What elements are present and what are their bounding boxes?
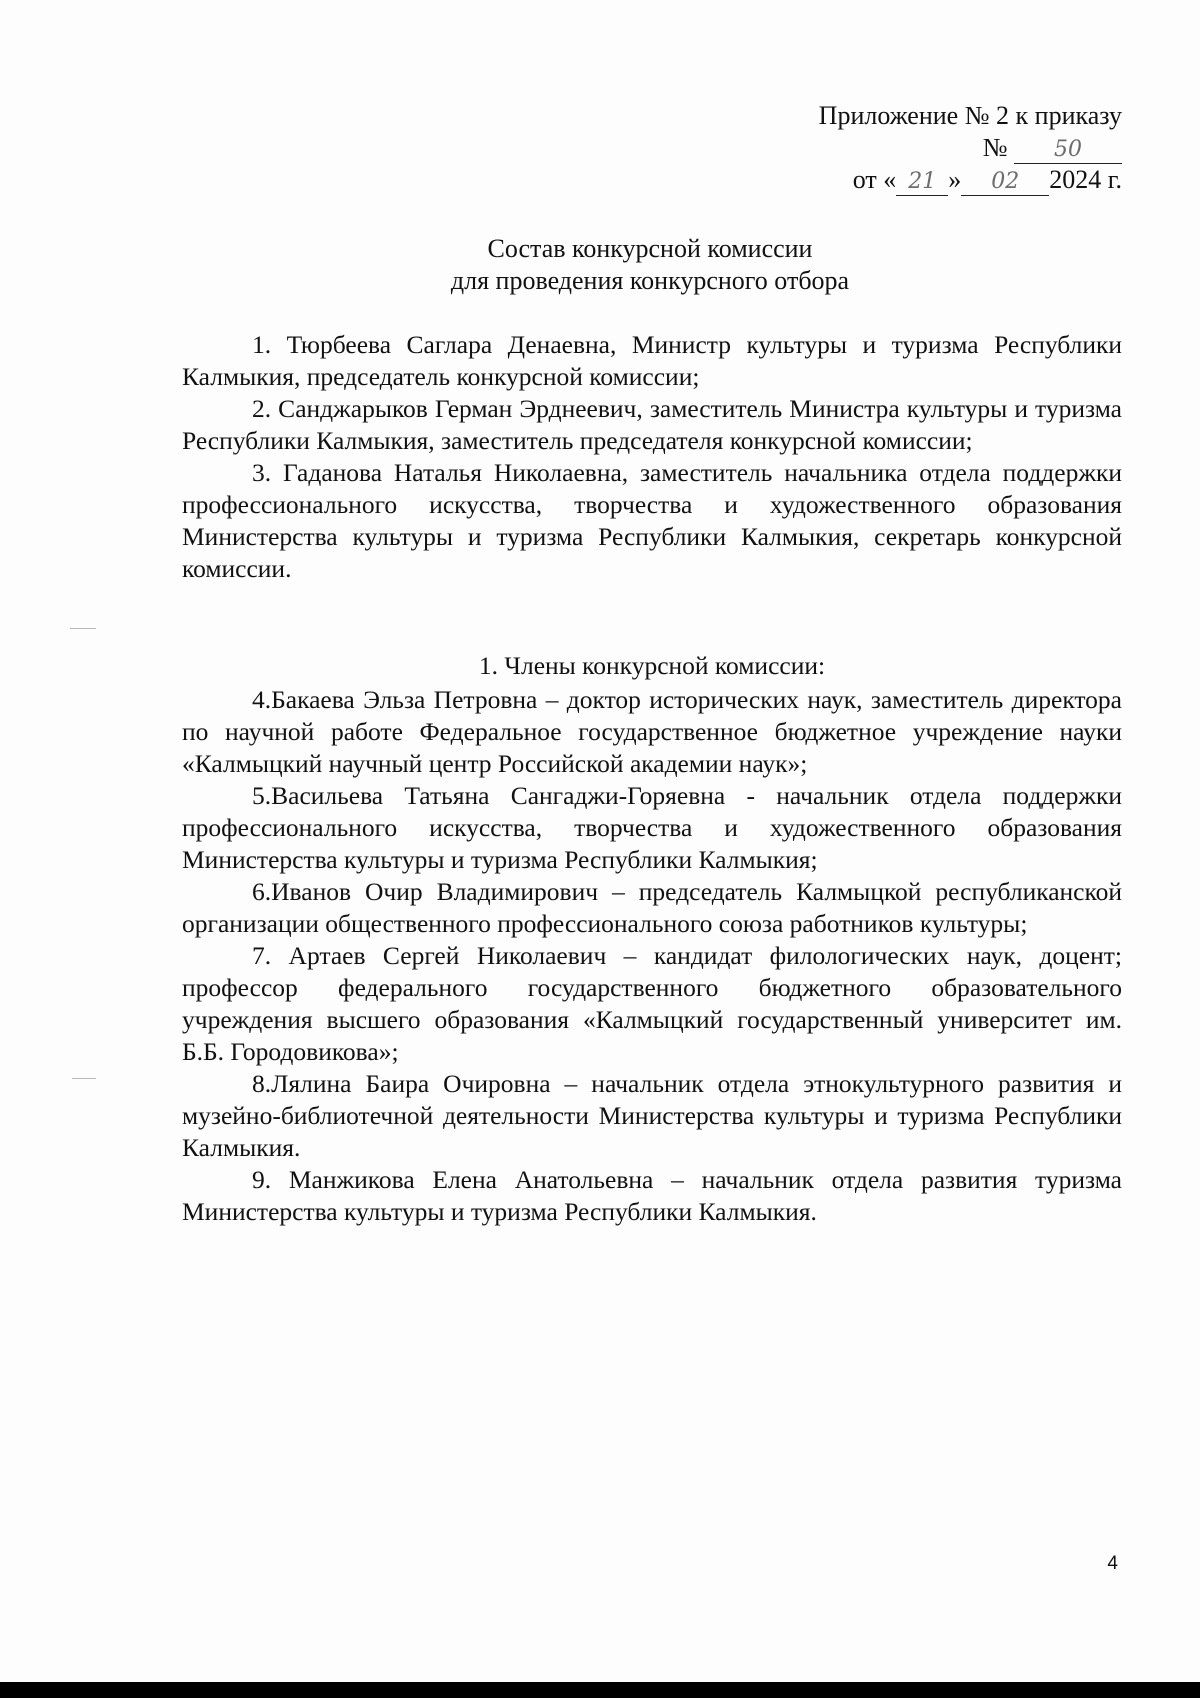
members-heading: 1. Члены конкурсной комиссии: (478, 651, 826, 680)
date-quote-close: » (948, 165, 962, 194)
list-item: 7. Артаев Сергей Николаевич – кандидат филологических наук, доцент; профессор федерального государственного бюджетного образовательного учреждения высшего образования «Калмыцкий государственный университет им. Б.Б. Городовикова»; (182, 941, 1122, 1066)
list-item: 8.Лялина Баира Очировна – начальник отдела этнокультурного развития и музейно-библиотечной деятельности Министерства культуры и туризма Республики Калмыкия. (182, 1069, 1122, 1162)
number-sign: № (982, 133, 1008, 162)
appendix-title: Приложение № 2 к приказу (818, 101, 1122, 130)
order-number-line (702, 132, 1122, 164)
list-item: 4.Бакаева Эльза Петровна – доктор исторических наук, заместитель директора по научной работе Федеральное государственное бюджетное учреждение науки «Калмыцкий научный центр Российской академии наук»; (182, 685, 1122, 778)
scan-mark (70, 628, 96, 629)
order-number-handwritten: 50 (1014, 137, 1122, 164)
date-month-handwritten: 02 (961, 169, 1049, 196)
members-list (182, 684, 1122, 1228)
appendix-header (702, 100, 1122, 196)
bottom-edge-bar (0, 1682, 1200, 1698)
list-item: 6.Иванов Очир Владимирович – председатель Калмыцкой республиканской организации общественного профессионального союза работников культуры; (182, 877, 1122, 938)
list-item: 9. Манжикова Елена Анатольевна – начальник отдела развития туризма Министерства культуры и туризма Республики Калмыкия. (182, 1165, 1122, 1226)
title-line-1: Состав конкурсной комиссии (487, 234, 813, 263)
list-item: 1. Тюрбеева Саглара Денаевна, Министр культуры и туризма Республики Калмыкия, председатель конкурсной комиссии; (182, 330, 1122, 391)
title-line-2: для проведения конкурсного отбора (450, 266, 850, 295)
list-item: 5.Васильева Татьяна Сангаджи-Горяевна - начальник отдела поддержки профессионального искусства, творчества и художественного образования Министерства культуры и туризма Республики Калмыкия; (182, 781, 1122, 874)
order-date-line (702, 164, 1122, 196)
list-item: 2. Санджарыков Герман Эрднеевич, заместитель Министра культуры и туризма Республики Калмыкия, заместитель председателя конкурсной комиссии; (182, 394, 1122, 455)
date-prefix: от « (852, 165, 897, 194)
page-number: 4 (1107, 1553, 1118, 1574)
date-year: 2024 г. (1049, 165, 1122, 194)
date-day-handwritten: 21 (896, 169, 948, 196)
document-title (180, 233, 1120, 297)
scan-mark (72, 1078, 96, 1079)
leadership-list (182, 329, 1122, 585)
list-item: 3. Гаданова Наталья Николаевна, заместитель начальника отдела поддержки профессионального искусства, творчества и художественного образования Министерства культуры и туризма Республики Калмыкия, секретарь конкурсной комиссии. (182, 458, 1122, 583)
